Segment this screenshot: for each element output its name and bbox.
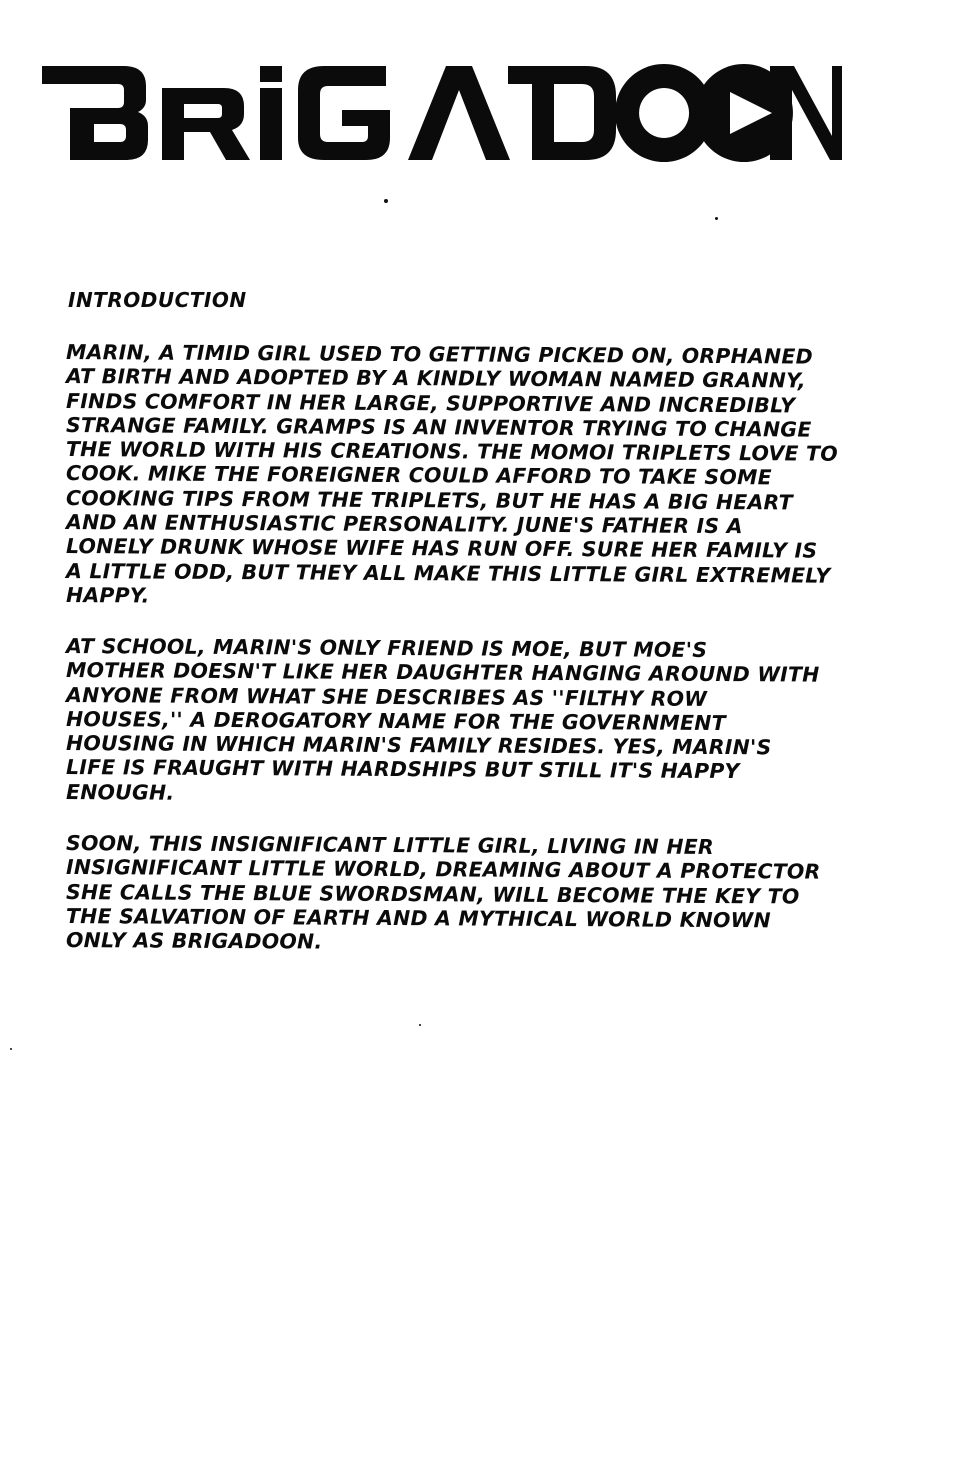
text-line: LONELY DRUNK WHOSE WIFE HAS RUN OFF. SURE HER FAMILY IS [66,534,818,563]
text-line: COOK. MIKE THE FOREIGNER COULD AFFORD TO TAKE SOME [66,461,772,490]
brigadoon-logo-art [42,60,842,170]
text-line: FINDS COMFORT IN HER LARGE, SUPPORTIVE AND INCREDIBLY [66,388,796,418]
speck [715,217,718,220]
text-line: ANYONE FROM WHAT SHE DESCRIBES AS ''FILTHY ROW [66,682,708,711]
text-line: ONLY AS BRIGADOON. [66,928,323,955]
text-line: AT SCHOOL, MARIN'S ONLY FRIEND IS MOE, BUT MOE'S [66,634,708,663]
text-line: MARIN, A TIMID GIRL USED TO GETTING PICKED ON, ORPHANED [66,340,813,369]
text-line: THE SALVATION OF EARTH AND A MYTHICAL WORLD KNOWN [66,904,771,933]
introduction-section [66,288,896,980]
paragraph-family [66,340,896,612]
text-line: A LITTLE ODD, BUT THEY ALL MAKE THIS LITTLE GIRL EXTREMELY [66,558,831,588]
text-line: LIFE IS FRAUGHT WITH HARDSHIPS BUT STILL IT'S HAPPY [66,755,740,784]
speck [419,1024,421,1026]
text-line: HOUSING IN WHICH MARIN'S FAMILY RESIDES. YES, MARIN'S [66,731,772,760]
section-heading: INTRODUCTION [68,288,247,312]
speck [384,199,388,203]
text-line: SHE CALLS THE BLUE SWORDSMAN, WILL BECOME THE KEY TO [66,879,800,909]
text-line: AT BIRTH AND ADOPTED BY A KINDLY WOMAN NAMED GRANNY, [66,364,806,393]
speck [10,1048,12,1050]
text-line: AND AN ENTHUSIASTIC PERSONALITY. JUNE'S FATHER IS A [66,510,743,539]
text-line: MOTHER DOESN'T LIKE HER DAUGHTER HANGING AROUND WITH [66,658,820,688]
paragraph-school [66,634,896,809]
text-line: STRANGE FAMILY. GRAMPS IS AN INVENTOR TRYING TO CHANGE [66,412,812,442]
text-line: HAPPY. [66,582,150,608]
text-line: HOUSES,'' A DEROGATORY NAME FOR THE GOVERNMENT [66,707,726,736]
text-line: ENOUGH. [66,780,175,805]
text-line: THE WORLD WITH HIS CREATIONS. THE MOMOI TRIPLETS LOVE TO [66,437,838,466]
text-line: COOKING TIPS FROM THE TRIPLETS, BUT HE HAS A BIG HEART [66,485,793,515]
text-line: INSIGNIFICANT LITTLE WORLD, DREAMING ABOUT A PROTECTOR [66,855,821,885]
brigadoon-logo [42,60,842,170]
paragraph-destiny [66,831,896,958]
text-line: SOON, THIS INSIGNIFICANT LITTLE GIRL, LIVING IN HER [66,831,714,860]
